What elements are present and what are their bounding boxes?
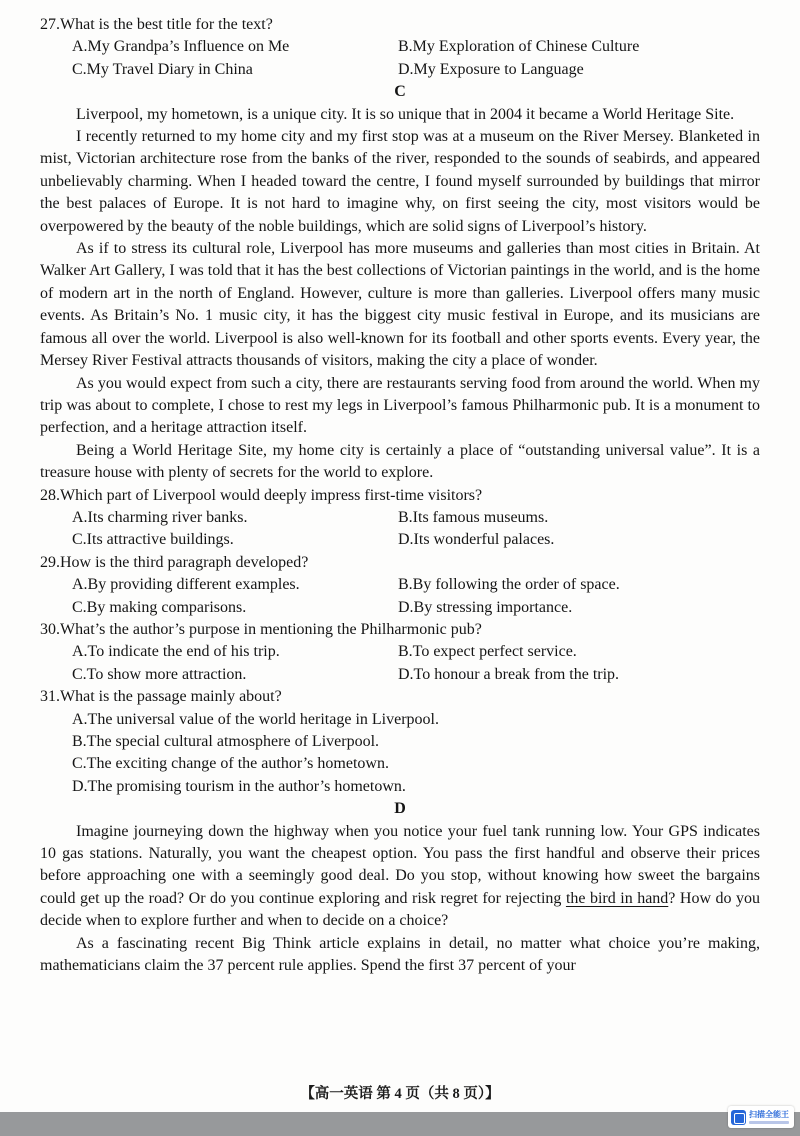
question-29-option-b: B.By following the order of space.	[398, 576, 620, 594]
passage-c-paragraph-2: I recently returned to my home city and my first stop was at a museum on the River Mersey. Blanketed in mist, Victorian architecture rose from the banks of the river, responded to the sounds of seabirds, and appeared unbelievably charming. When I headed toward the centre, I found myself surrounded by buildings that mirror the best palaces of Europe. It is not hard to imagine why, on first seeing the city, most visitors would be overpowered by the beauty of the noble buildings, which are solid signs of Liverpool’s history.	[40, 128, 760, 235]
question-29	[40, 552, 760, 619]
question-29-option-a: A.By providing different examples.	[72, 576, 300, 594]
question-31-options	[72, 709, 760, 799]
passage-d-paragraph-2: As a fascinating recent Big Think article explains in detail, no matter what choice you’re making, mathematicians claim the 37 percent rule applies. Spend the first 37 percent of your	[40, 934, 760, 975]
passage-c-paragraph-3: As if to stress its cultural role, Liverpool has more museums and galleries than most cities in Britain. At Walker Art Gallery, I was told that it has the best collections of Victorian paintings in the world, and is the home of modern art in the north of England. However, culture is more than galleries. Liverpool offers many music events. As Britain’s No. 1 music city, it has the biggest city music festival in Europe, and its musicians are famous all over the world. Liverpool is also well-known for its football and other sports events. Every year, the Mersey River Festival attracts thousands of visitors, making the city a place of wonder.	[40, 240, 760, 370]
camscanner-app-name: 扫描全能王	[749, 1110, 789, 1119]
passage-c-paragraph-1: Liverpool, my hometown, is a unique city. It is so unique that in 2004 it became a World Heritage Site.	[76, 105, 735, 123]
question-28	[40, 485, 760, 552]
passage-d-p1-text-post: ? How do you decide when to explore further and when to decide on a choice?	[40, 889, 760, 930]
question-29-options	[72, 574, 760, 619]
question-31-option-a: A.The universal value of the world heritage in Liverpool.	[72, 710, 439, 728]
question-27-option-c: C.My Travel Diary in China	[72, 60, 253, 78]
passage-d-paragraph-1	[40, 821, 760, 933]
question-30-stem: 30.What’s the author’s purpose in mentioning the Philharmonic pub?	[40, 620, 482, 638]
question-27-option-b: B.My Exploration of Chinese Culture	[398, 38, 640, 56]
question-27-option-d: D.My Exposure to Language	[398, 60, 584, 78]
question-28-option-b: B.Its famous museums.	[398, 508, 549, 526]
question-30-option-d: D.To honour a break from the trip.	[398, 665, 620, 683]
question-27-options	[72, 36, 760, 81]
question-27-stem: 27.What is the best title for the text?	[40, 16, 273, 33]
question-31-option-b: B.The special cultural atmosphere of Liverpool.	[72, 733, 380, 750]
question-30-option-c: C.To show more attraction.	[72, 665, 247, 683]
question-30-option-b: B.To expect perfect service.	[398, 643, 577, 661]
question-28-stem: 28.Which part of Liverpool would deeply impress first-time visitors?	[40, 486, 483, 504]
question-29-stem: 29.How is the third paragraph developed?	[40, 553, 309, 571]
passage-d-p1-underlined-phrase: the bird in hand	[565, 889, 669, 907]
passage-d-label: D	[394, 800, 406, 818]
question-28-option-a: A.Its charming river banks.	[72, 508, 248, 526]
camscanner-subline	[749, 1121, 789, 1124]
passage-c-paragraph-5: Being a World Heritage Site, my home city is certainly a place of “outstanding universal value”. It is a treasure house with plenty of secrets for the world to explore.	[40, 441, 760, 482]
question-31-stem: 31.What is the passage mainly about?	[40, 688, 282, 706]
passage-c-paragraph-4: As you would expect from such a city, there are restaurants serving food from around the world. When my trip was about to complete, I chose to rest my legs in Liverpool’s famous Philharmonic pub. It is a monument to perfection, and a heritage attraction itself.	[40, 374, 760, 437]
passage-d-p1-text-pre: Imagine journeying down the highway when you notice your fuel tank running low. Your GPS indicates 10 gas stations. Naturally, you want the cheapest option. You pass the first handful and observe their prices before approaching one with a seemingly good deal. Do you stop, without knowing how sweet the bargains could get up the road? Or do you continue exploring and risk regret for rejecting	[40, 822, 760, 907]
camscanner-icon	[731, 1110, 746, 1125]
question-31	[40, 686, 760, 798]
question-29-option-c: C.By making comparisons.	[72, 598, 247, 616]
scanner-edge-band	[0, 1112, 800, 1136]
camscanner-watermark	[728, 1106, 794, 1128]
question-30-option-a: A.To indicate the end of his trip.	[72, 643, 280, 661]
question-30-options	[72, 641, 760, 686]
page-footer: 【高一英语 第 4 页（共 8 页）】	[300, 1086, 500, 1102]
passage-c-label: C	[394, 83, 406, 101]
question-27-option-a: A.My Grandpa’s Influence on Me	[72, 38, 290, 56]
question-30	[40, 619, 760, 686]
question-31-option-d: D.The promising tourism in the author’s hometown.	[72, 777, 406, 795]
question-28-option-d: D.Its wonderful palaces.	[398, 531, 555, 549]
camscanner-text-block	[749, 1110, 789, 1124]
question-28-options	[72, 507, 760, 552]
question-27	[40, 14, 760, 81]
question-31-option-c: C.The exciting change of the author’s hometown.	[72, 755, 389, 773]
question-29-option-d: D.By stressing importance.	[398, 598, 573, 616]
question-28-option-c: C.Its attractive buildings.	[72, 531, 234, 549]
